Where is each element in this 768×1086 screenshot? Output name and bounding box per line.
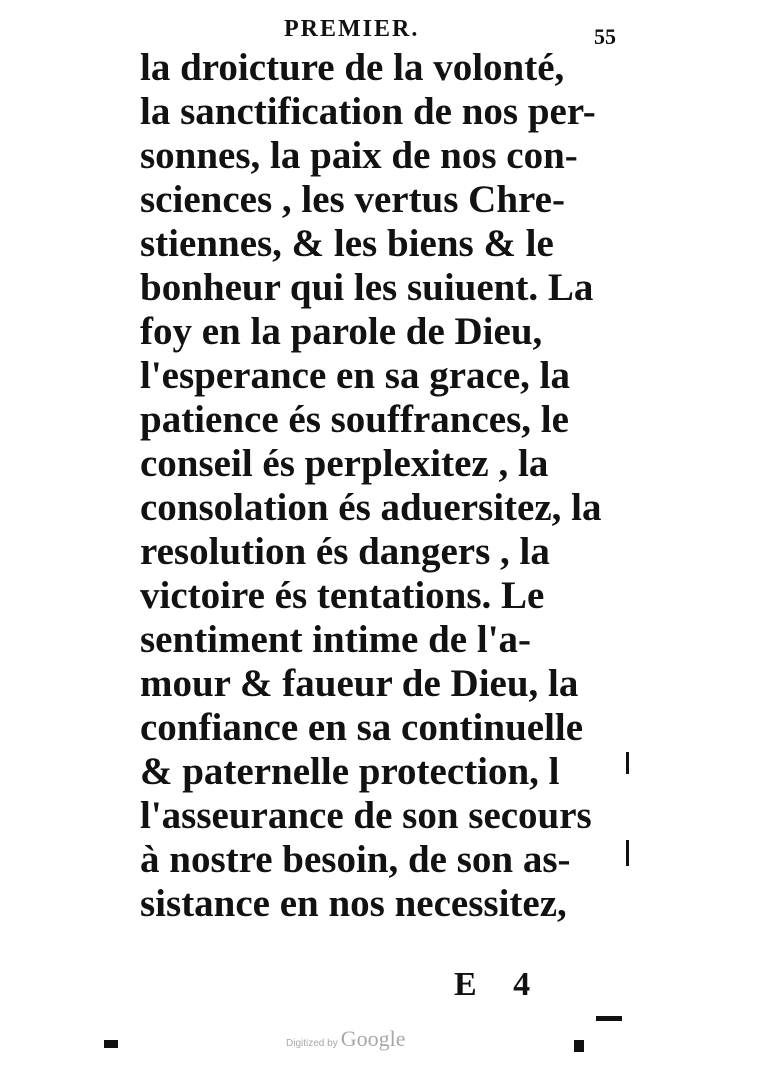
text-line: sonnes, la paix de nos con- bbox=[140, 134, 578, 177]
text-line: mour & faueur de Dieu, la bbox=[140, 662, 579, 705]
text-line: sentiment intime de l'a- bbox=[140, 618, 532, 661]
text-line: conseil és perplexitez , la bbox=[140, 442, 549, 485]
text-line: la droicture de la volonté, bbox=[140, 46, 565, 89]
scan-artifact bbox=[574, 1040, 584, 1052]
watermark-caption: Digitized by bbox=[286, 1038, 338, 1049]
scan-artifact bbox=[596, 1016, 622, 1021]
digitization-watermark bbox=[286, 1026, 405, 1052]
scan-artifact bbox=[104, 1040, 118, 1048]
text-line: la sanctification de nos per- bbox=[140, 90, 596, 133]
text-line: à nostre besoin, de son as- bbox=[140, 838, 571, 881]
text-line: patience és souffrances, le bbox=[140, 398, 569, 441]
text-line: bonheur qui les suiuent. La bbox=[140, 266, 594, 309]
text-line: l'esperance en sa grace, la bbox=[140, 354, 570, 397]
page-number: 55 bbox=[594, 24, 616, 49]
text-line: foy en la parole de Dieu, bbox=[140, 310, 543, 353]
scan-artifact bbox=[626, 752, 629, 774]
text-line: confiance en sa continuelle bbox=[140, 706, 584, 749]
text-line: stiennes, & les biens & le bbox=[140, 222, 554, 265]
signature-mark: E 4 bbox=[454, 966, 545, 1003]
text-line: resolution és dangers , la bbox=[140, 530, 550, 573]
scan-artifact bbox=[626, 840, 629, 866]
body-text bbox=[140, 46, 640, 926]
text-line: sistance en nos necessitez, bbox=[140, 882, 567, 925]
running-head: PREMIER. bbox=[284, 16, 420, 42]
text-line: consolation és aduersitez, la bbox=[140, 486, 602, 529]
text-line: l'asseurance de son secours bbox=[140, 794, 592, 837]
text-line: & paternelle protection, l bbox=[140, 750, 560, 793]
text-line: victoire és tentations. Le bbox=[140, 574, 545, 617]
text-line: sciences , les vertus Chre- bbox=[140, 178, 565, 221]
google-logo: Google bbox=[340, 1026, 406, 1051]
